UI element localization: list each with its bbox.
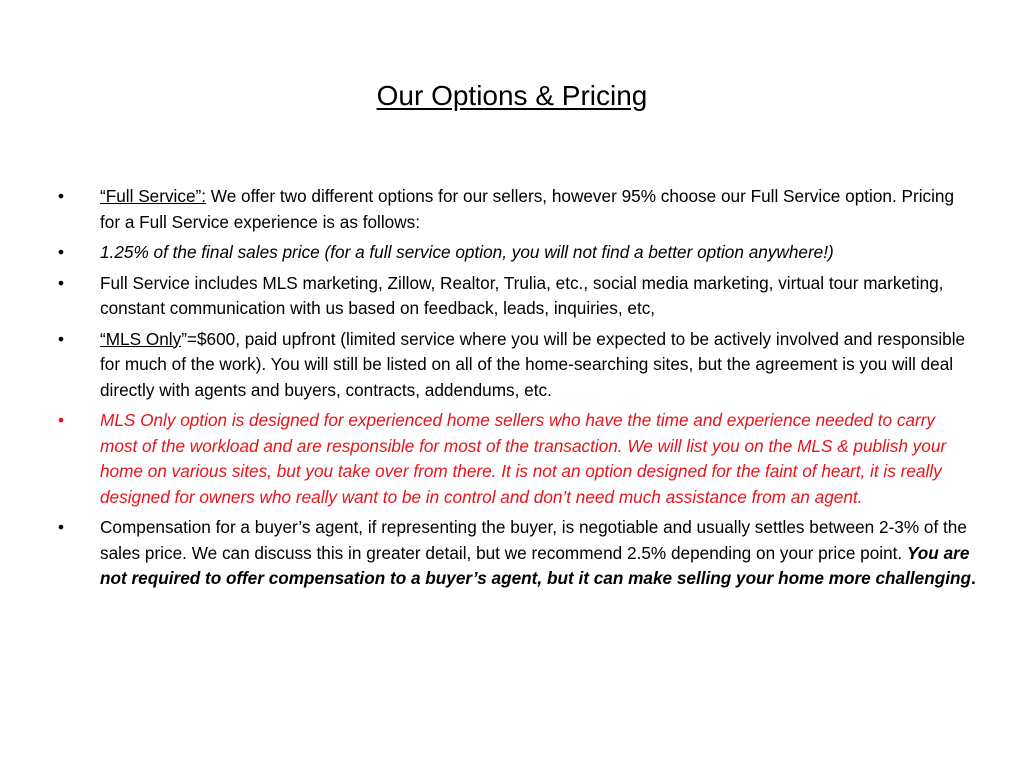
full-service-label: “Full Service”: [100, 186, 207, 206]
compensation-period: . [971, 568, 976, 588]
slide-title: Our Options & Pricing [376, 80, 648, 111]
bullet-full-service-price [56, 240, 976, 266]
bullet-full-service-includes [56, 271, 976, 322]
bullet-dot: • [58, 186, 65, 206]
bullet-dot: • [58, 272, 65, 293]
full-service-price-text: 1.25% of the final sales price (for a full service option, you will not find a better option anywhere!) [100, 242, 834, 262]
bullet-full-service [56, 184, 976, 235]
bullet-list [56, 184, 976, 597]
bullet-dot: • [58, 328, 65, 349]
mls-only-label [100, 329, 181, 349]
compensation-text: Compensation for a buyer’s agent, if representing the buyer, is negotiable and usually settles between 2-3% of the sales price. We can discuss this in greater detail, but we recommend 2.5% depending on your price point. [100, 517, 967, 563]
mls-only-open-quote: “ [100, 328, 106, 349]
bullet-compensation [56, 515, 976, 592]
bullet-dot: • [58, 517, 65, 537]
mls-only-label-text: MLS Only [105, 328, 182, 349]
mls-only-text: ”=$600, paid upfront (limited service where you will be expected to be actively involved and responsible for much of the work). You will still be listed on all of the home-searching sites, but the agreement is you will deal directly with agents and buyers, contracts, addendums, etc. [100, 328, 966, 400]
bullet-mls-only [56, 327, 976, 404]
full-service-includes-text: Full Service includes MLS marketing, Zillow, Realtor, Trulia, etc., social media marketing, virtual tour marketing, constant communication with us based on feedback, leads, inquiries, etc, [100, 272, 944, 318]
bullet-dot: • [58, 410, 65, 430]
bullet-dot: • [58, 242, 65, 262]
bullet-mls-only-warning [56, 408, 976, 510]
full-service-text: We offer two different options for our sellers, however 95% choose our Full Service option. Pricing for a Full Service experience is as follows: [100, 186, 955, 232]
mls-only-warning-text: MLS Only option is designed for experienced home sellers who have the time and experience needed to carry most of the workload and are responsible for most of the transaction. We will list you on the MLS & publish your home on various sites, but you take over from there. It is not an option designed for the faint of heart, it is really designed for owners who really want to be in control and don’t need much assistance from an agent. [100, 410, 947, 507]
compensation-emphasis: You are not required to offer compensation to a buyer’s agent, but it can make selling your home more challenging [100, 542, 971, 588]
